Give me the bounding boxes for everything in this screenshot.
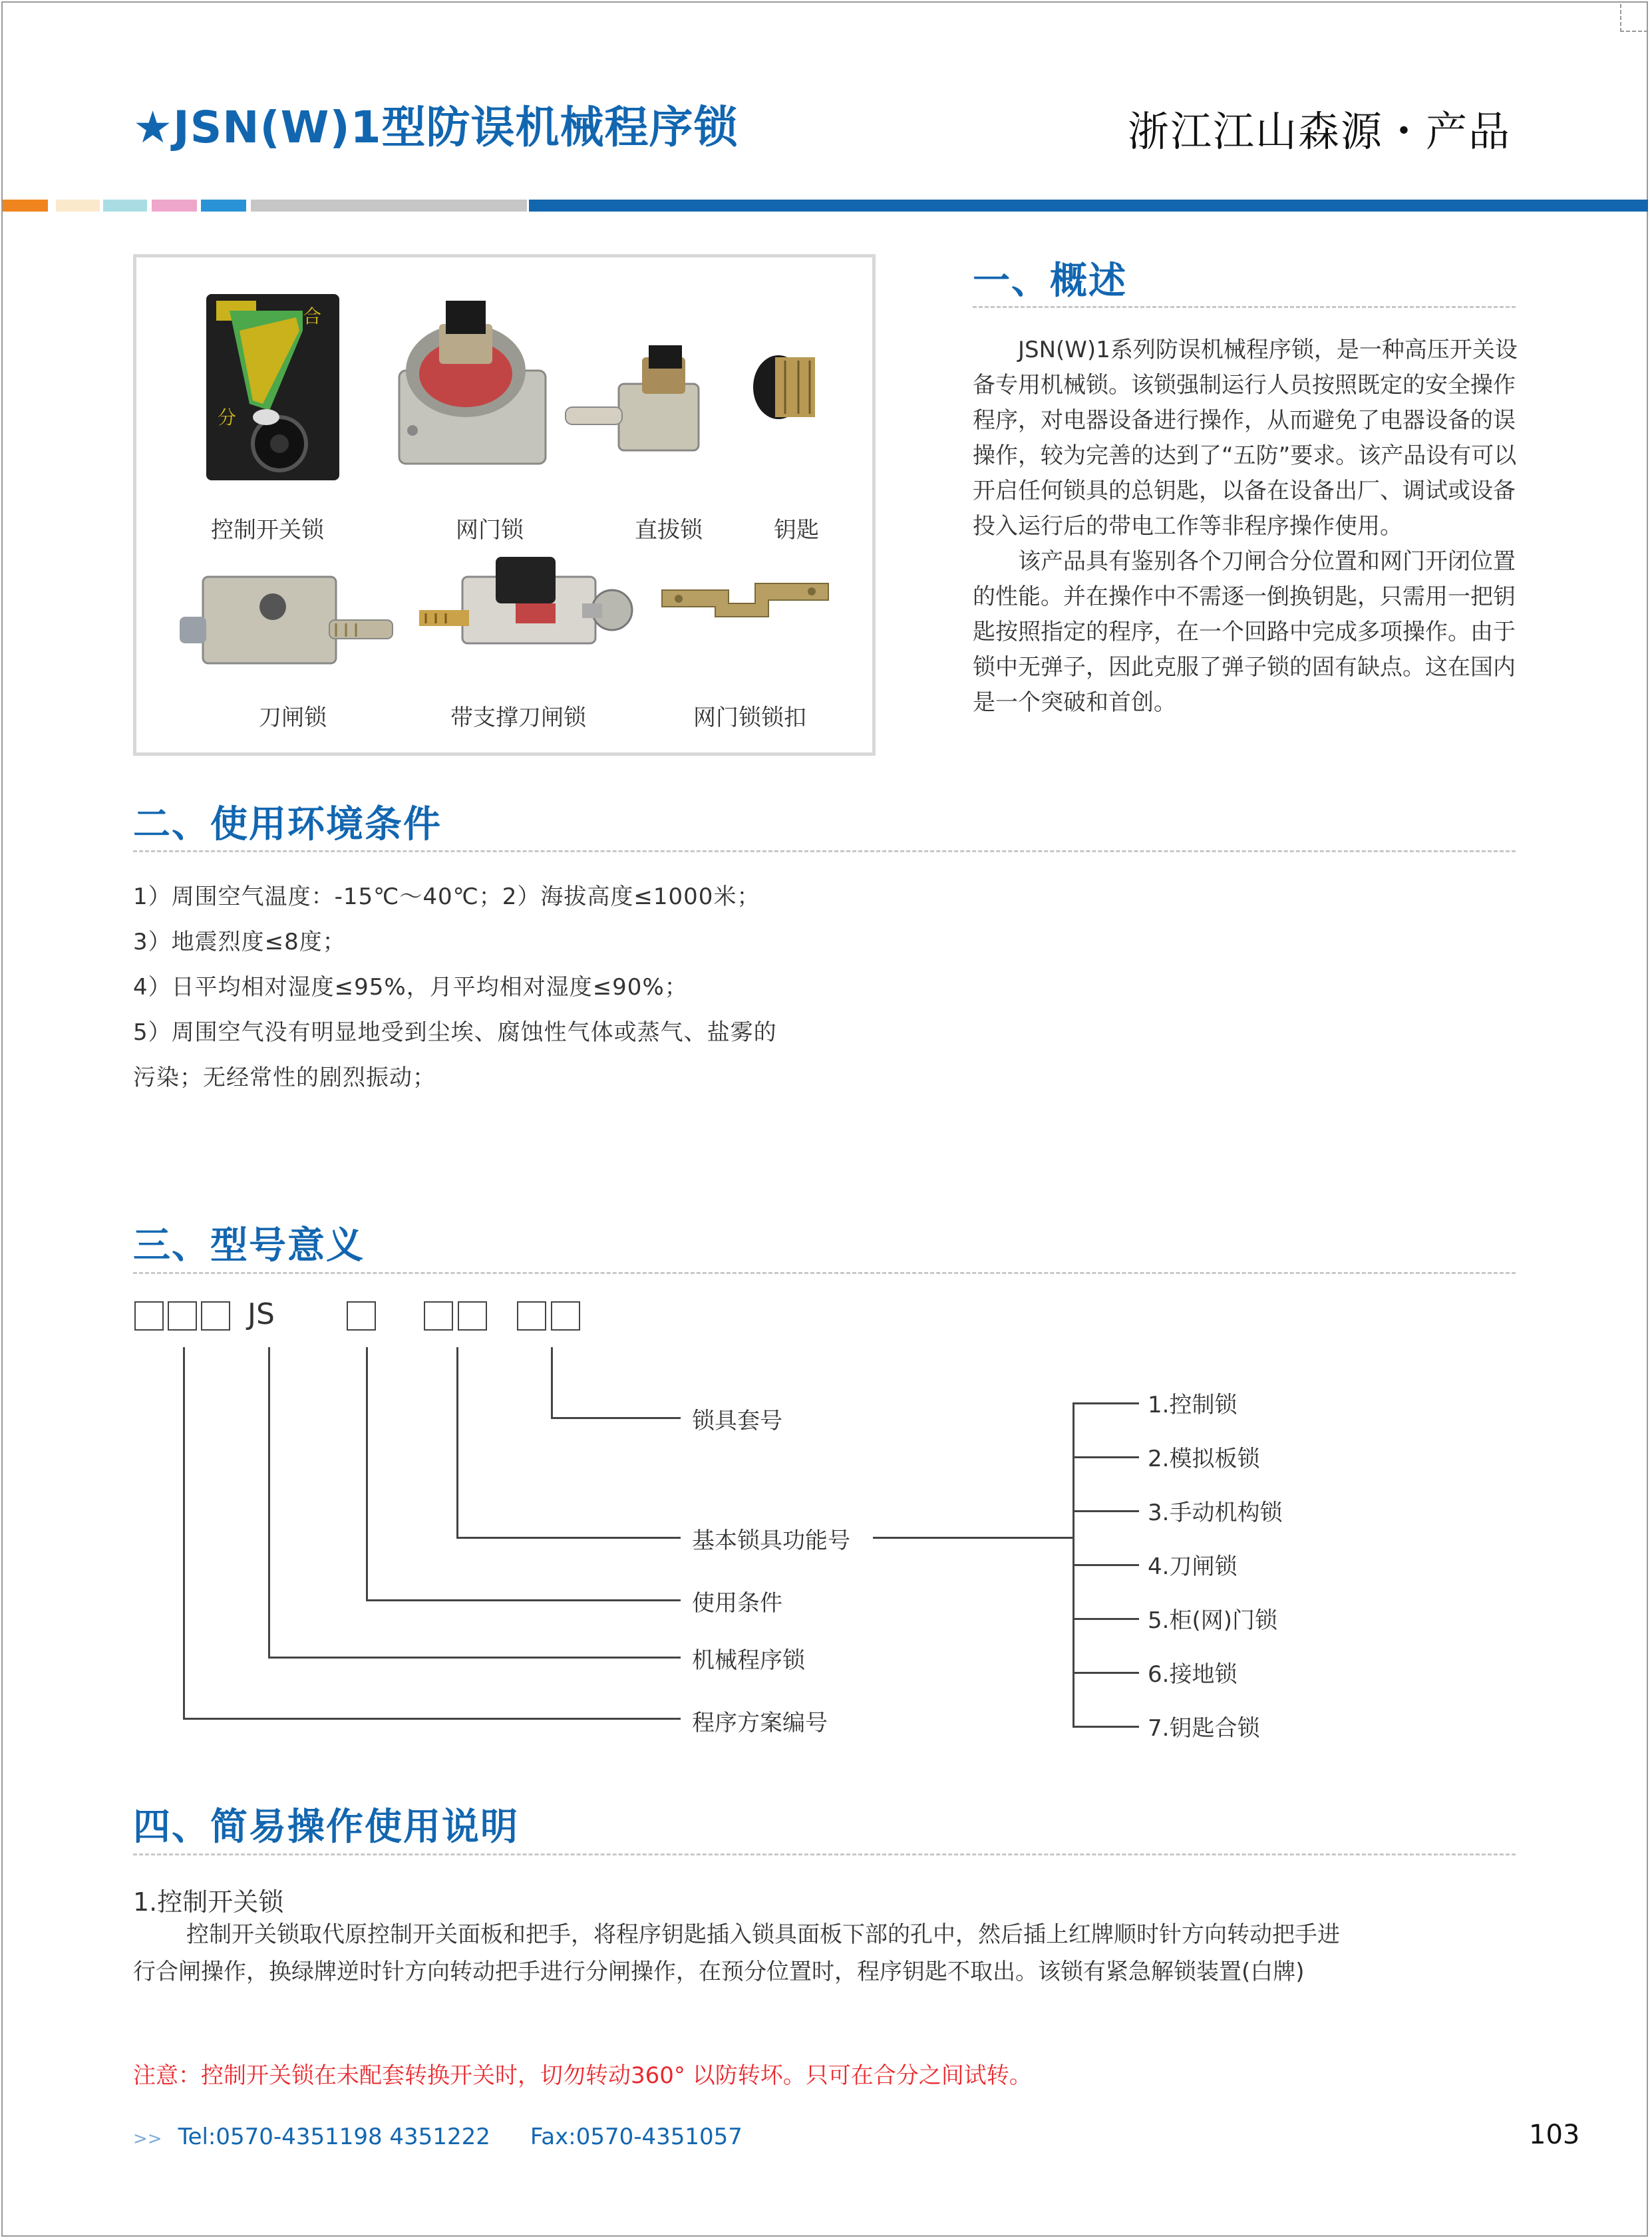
page-title: ★JSN(W)1型防误机械程序锁 bbox=[133, 102, 739, 153]
section-heading-environment: 二、使用环境条件 bbox=[133, 803, 442, 846]
branch-line bbox=[1073, 1672, 1139, 1674]
supported-knife-switch-lock-image bbox=[416, 550, 635, 670]
fax-text: Fax:0570-4351057 bbox=[530, 2124, 743, 2150]
color-bar-1 bbox=[3, 200, 48, 212]
leader-line bbox=[366, 1599, 681, 1601]
code-box bbox=[201, 1301, 230, 1331]
overview-text bbox=[973, 333, 1525, 720]
product-label: 网门锁 bbox=[456, 517, 524, 544]
divider bbox=[133, 1853, 1516, 1855]
function-item: 3.手动机构锁 bbox=[1148, 1500, 1283, 1526]
model-label: 锁具套号 bbox=[692, 1408, 782, 1434]
net-door-lock-image bbox=[393, 297, 552, 470]
svg-text:分: 分 bbox=[218, 406, 237, 428]
corner-crop-mark bbox=[1620, 4, 1648, 32]
product-label: 钥匙 bbox=[774, 517, 819, 544]
model-label: 基本锁具功能号 bbox=[692, 1527, 850, 1554]
divider bbox=[133, 850, 1516, 852]
product-label: 刀闸锁 bbox=[259, 705, 327, 731]
knife-switch-lock-image bbox=[176, 570, 396, 677]
color-bar-2 bbox=[56, 200, 100, 212]
operation-text bbox=[133, 1916, 1464, 1991]
net-door-latch-image bbox=[655, 577, 835, 630]
color-bar-4 bbox=[152, 200, 197, 212]
function-item: 2.模拟板锁 bbox=[1148, 1446, 1260, 1472]
overview-paragraph: JSN(W)1系列防误机械程序锁，是一种高压开关设备专用机械锁。该锁强制运行人员按照既定的安全操作程序，对电器设备进行操作，从而避免了电器设备的误操作，较为完善的达到了“五防”要求。该产品设有可以开启任何锁具的总钥匙，以备在设备出厂、调试或设备投入运行后的带电工作等非程序操作使用。 bbox=[973, 337, 1518, 540]
branch-line bbox=[1073, 1510, 1139, 1512]
subsection-title: 1.控制开关锁 bbox=[133, 1887, 284, 1917]
code-box bbox=[551, 1301, 580, 1331]
function-item: 4.刀闸锁 bbox=[1148, 1553, 1238, 1580]
code-box bbox=[134, 1301, 164, 1331]
function-item: 7.钥匙合锁 bbox=[1148, 1715, 1260, 1742]
condition-line: 5）周围空气没有明显地受到尘埃、腐蚀性气体或蒸气、盐雾的 bbox=[133, 1019, 777, 1046]
page-number: 103 bbox=[1529, 2120, 1580, 2150]
section-heading-operation: 四、简易操作使用说明 bbox=[133, 1806, 519, 1849]
footer-contact bbox=[133, 2124, 743, 2150]
direct-pull-lock-image bbox=[562, 344, 709, 457]
leader-line bbox=[366, 1347, 368, 1601]
product-label: 控制开关锁 bbox=[211, 517, 324, 544]
color-bar-7 bbox=[529, 200, 1648, 212]
leader-line bbox=[268, 1347, 270, 1659]
divider bbox=[133, 1272, 1516, 1274]
branch-line bbox=[1073, 1726, 1139, 1728]
model-label: 使用条件 bbox=[692, 1590, 782, 1617]
svg-text:合: 合 bbox=[303, 305, 322, 327]
code-box bbox=[347, 1301, 376, 1331]
tel-text: Tel:0570-4351198 4351222 bbox=[178, 2124, 490, 2150]
product-photo-panel bbox=[133, 254, 876, 756]
color-bar-6 bbox=[251, 200, 527, 212]
leader-line bbox=[551, 1347, 553, 1419]
overview-paragraph: 该产品具有鉴别各个刀闸合分位置和网门开闭位置的性能。并在操作中不需逐一倒换钥匙，只需用一把钥匙按照指定的程序，在一个回路中完成多项操作。由于锁中无弹子，因此克服了弹子锁的固有缺点。这在国内是一个突破和首创。 bbox=[973, 548, 1516, 716]
operation-line: 控制开关锁取代原控制开关面板和把手，将程序钥匙插入锁具面板下部的孔中，然后插上红牌顺时针方向转动把手进 bbox=[186, 1921, 1340, 1948]
model-label: 机械程序锁 bbox=[692, 1647, 805, 1674]
brand-name: 浙江江山森源・产品 bbox=[1128, 107, 1512, 156]
leader-line bbox=[183, 1347, 185, 1720]
function-item: 6.接地锁 bbox=[1148, 1661, 1238, 1688]
double-chevron-icon: >> bbox=[133, 2129, 162, 2149]
leader-line bbox=[268, 1657, 681, 1659]
code-box bbox=[424, 1301, 453, 1331]
section-heading-model-meaning: 三、型号意义 bbox=[133, 1224, 365, 1267]
code-box bbox=[458, 1301, 487, 1331]
leader-line bbox=[456, 1537, 681, 1539]
branch-line bbox=[1073, 1618, 1139, 1620]
function-item: 1.控制锁 bbox=[1148, 1392, 1238, 1418]
leader-line bbox=[551, 1417, 681, 1419]
product-label: 网门锁锁扣 bbox=[693, 705, 806, 731]
leader-line bbox=[183, 1718, 681, 1720]
condition-line: 污染；无经常性的剧烈振动； bbox=[133, 1064, 436, 1091]
model-label: 程序方案编号 bbox=[692, 1710, 828, 1736]
leader-line bbox=[456, 1347, 458, 1539]
condition-line: 3）地震烈度≤8度； bbox=[133, 929, 346, 955]
section-heading-overview: 一、概述 bbox=[973, 259, 1127, 303]
product-label: 带支撑刀闸锁 bbox=[450, 705, 586, 731]
branch-line bbox=[1073, 1564, 1139, 1566]
control-switch-lock-image bbox=[203, 291, 343, 484]
code-box bbox=[168, 1301, 197, 1331]
branch-line bbox=[873, 1537, 1073, 1539]
code-js: JS bbox=[248, 1297, 275, 1331]
color-bar-3 bbox=[103, 200, 147, 212]
branch-line bbox=[1073, 1456, 1139, 1458]
condition-line: 4）日平均相对湿度≤95%，月平均相对湿度≤90%； bbox=[133, 974, 688, 1001]
product-label: 直拔锁 bbox=[635, 517, 703, 544]
function-item: 5.柜(网)门锁 bbox=[1148, 1607, 1277, 1634]
divider bbox=[973, 306, 1516, 308]
operation-line: 行合闸操作，换绿牌逆时针方向转动把手进行分闸操作，在预分位置时，程序钥匙不取出。该锁有紧急解锁装置(白牌) bbox=[133, 1959, 1305, 1985]
branch-line bbox=[1073, 1402, 1139, 1404]
warning-note: 注意：控制开关锁在未配套转换开关时，切勿转动360° 以防转坏。只可在合分之间试转。 bbox=[133, 2062, 1032, 2089]
key-image bbox=[748, 351, 828, 424]
code-box bbox=[517, 1301, 546, 1331]
color-bar-5 bbox=[201, 200, 246, 212]
condition-line: 1）周围空气温度：-15℃～40℃；2）海拔高度≤1000米； bbox=[133, 883, 760, 910]
